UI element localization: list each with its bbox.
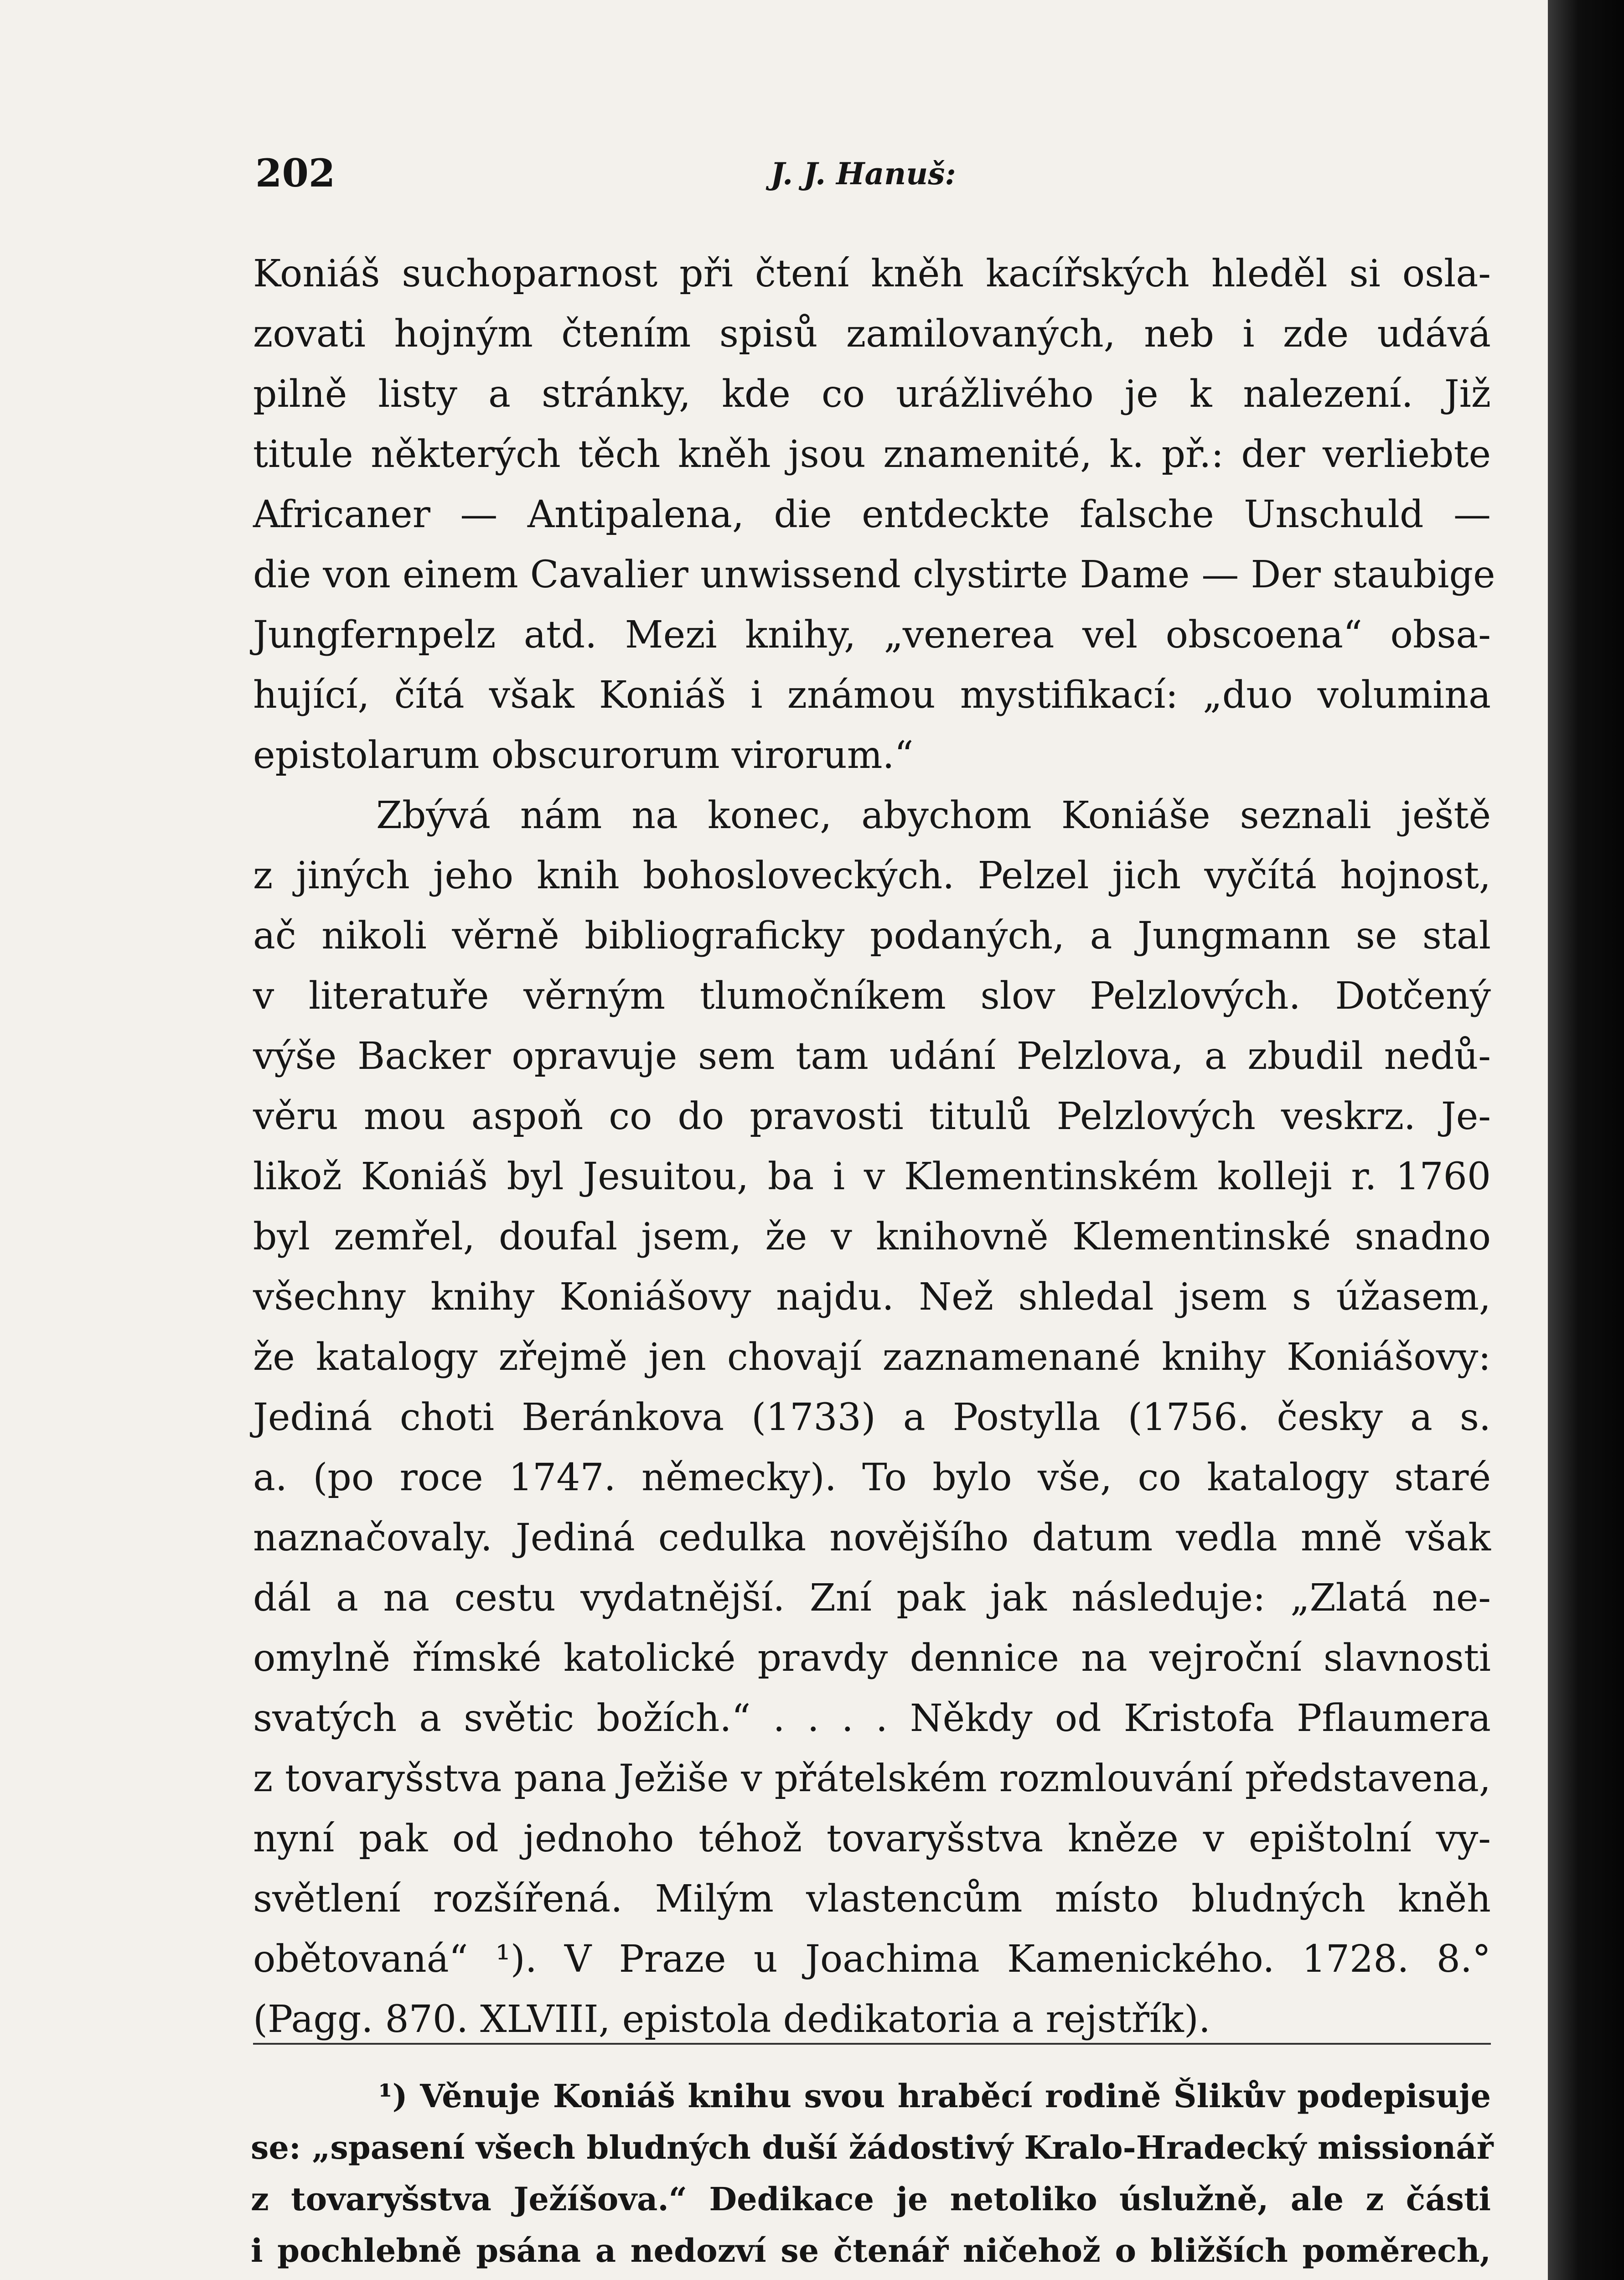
footnote-line — [251, 2276, 1491, 2280]
text-line: pilně listy a stránky, kde co urážlivého je k nalezení. Již — [253, 373, 1491, 416]
text-line: a. (po roce 1747. německy). To bylo vše, co katalogy staré — [253, 1456, 1491, 1499]
text-line: světlení rozšířená. Milým vlastencům místo bludných kněh — [253, 1877, 1491, 1921]
footnote-line: ¹) Věnuje Koniáš knihu svou hraběcí rodině Šlikův podepisuje — [378, 2077, 1491, 2115]
page-number: 202 — [255, 150, 336, 196]
text-line: všechny knihy Koniášovy najdu. Než shledal jsem s úžasem, — [253, 1275, 1491, 1319]
text-line: z jiných jeho knih bohosloveckých. Pelzel jich vyčítá hojnost, — [253, 854, 1491, 897]
text-line: že katalogy zřejmě jen chovají zaznamenané knihy Koniášovy: — [253, 1336, 1491, 1379]
text-line: Zbývá nám na konec, abychom Koniáše seznali ještě — [376, 794, 1491, 837]
text-line: Koniáš suchoparnost při čtení kněh kacířských hleděl si osla- — [253, 252, 1491, 295]
text-line: nyní pak od jednoho téhož tovaryšstva kněze v epištolní vy- — [253, 1817, 1491, 1860]
footnote-line: se: „spasení všech bludných duší žádostivý Kralo-Hradecký missionář — [251, 2129, 1494, 2166]
body-text — [253, 244, 1495, 2050]
text-line: (Pagg. 870. XLVIII, epistola dedikatoria a rejstřík). — [253, 1998, 1210, 2041]
text-line: obětovaná“ ¹). V Praze u Joachima Kamenického. 1728. 8.° — [253, 1938, 1491, 1981]
text-line: Jungfernpelz atd. Mezi knihy, „venerea vel obscoena“ obsa- — [253, 613, 1491, 657]
footnote-line: z tovaryšstva Ježíšova.“ Dedikace je netoliko úslužně, ale z části — [251, 2180, 1491, 2218]
footnote-divider — [253, 2043, 1491, 2045]
text-line: ač nikoli věrně bibliograficky podaných, a Jungmann se stal — [253, 914, 1491, 958]
text-line: v literatuře věrným tlumočníkem slov Pelzlových. Dotčený — [253, 974, 1491, 1018]
text-line: Jediná choti Beránkova (1733) a Postylla (1756. česky a s. — [253, 1396, 1491, 1439]
text-line: byl zemřel, doufal jsem, že v knihovně Klementinské snadno — [253, 1215, 1491, 1259]
text-line: výše Backer opravuje sem tam udání Pelzlova, a zbudil nedů- — [253, 1035, 1491, 1078]
text-line: epistolarum obscurorum virorum.“ — [253, 734, 914, 777]
book-spine-edge — [1548, 0, 1624, 2280]
text-line: likož Koniáš byl Jesuitou, ba i v Klementinském kolleji r. 1760 — [253, 1155, 1491, 1198]
text-line: naznačovaly. Jediná cedulka novějšího datum vedla mně však — [253, 1516, 1491, 1560]
text-line: svatých a světic božích.“ . . . . Někdy od Kristofa Pflaumera — [253, 1697, 1491, 1740]
text-line: zovati hojným čtením spisů zamilovaných, neb i zde udává — [253, 312, 1491, 356]
text-line: hující, čítá však Koniáš i známou mystifikací: „duo volumina — [253, 674, 1491, 717]
text-line: omylně římské katolické pravdy dennice na vejroční slavnosti — [253, 1637, 1491, 1680]
text-line: věru mou aspoň co do pravosti titulů Pelzlových veskrz. Je- — [253, 1095, 1491, 1138]
text-line: Africaner — Antipalena, die entdeckte falsche Unschuld — — [253, 493, 1491, 536]
text-line: dál a na cestu vydatnější. Zní pak jak následuje: „Zlatá ne- — [253, 1576, 1491, 1620]
text-line: die von einem Cavalier unwissend clystirte Dame — Der staubige — [253, 553, 1495, 596]
footnote-line: i pochlebně psána a nedozví se čtenář ničehož o bližších poměrech, — [251, 2232, 1491, 2270]
running-head: J. J. Hanuš: — [771, 156, 956, 192]
text-line: titule některých těch kněh jsou znamenité, k. př.: der verliebte — [253, 433, 1491, 476]
text-line: z tovaryšstva pana Ježiše v přátelském rozmlouvání představena, — [253, 1757, 1491, 1800]
footnote — [251, 2070, 1494, 2280]
page-header — [255, 150, 1491, 210]
